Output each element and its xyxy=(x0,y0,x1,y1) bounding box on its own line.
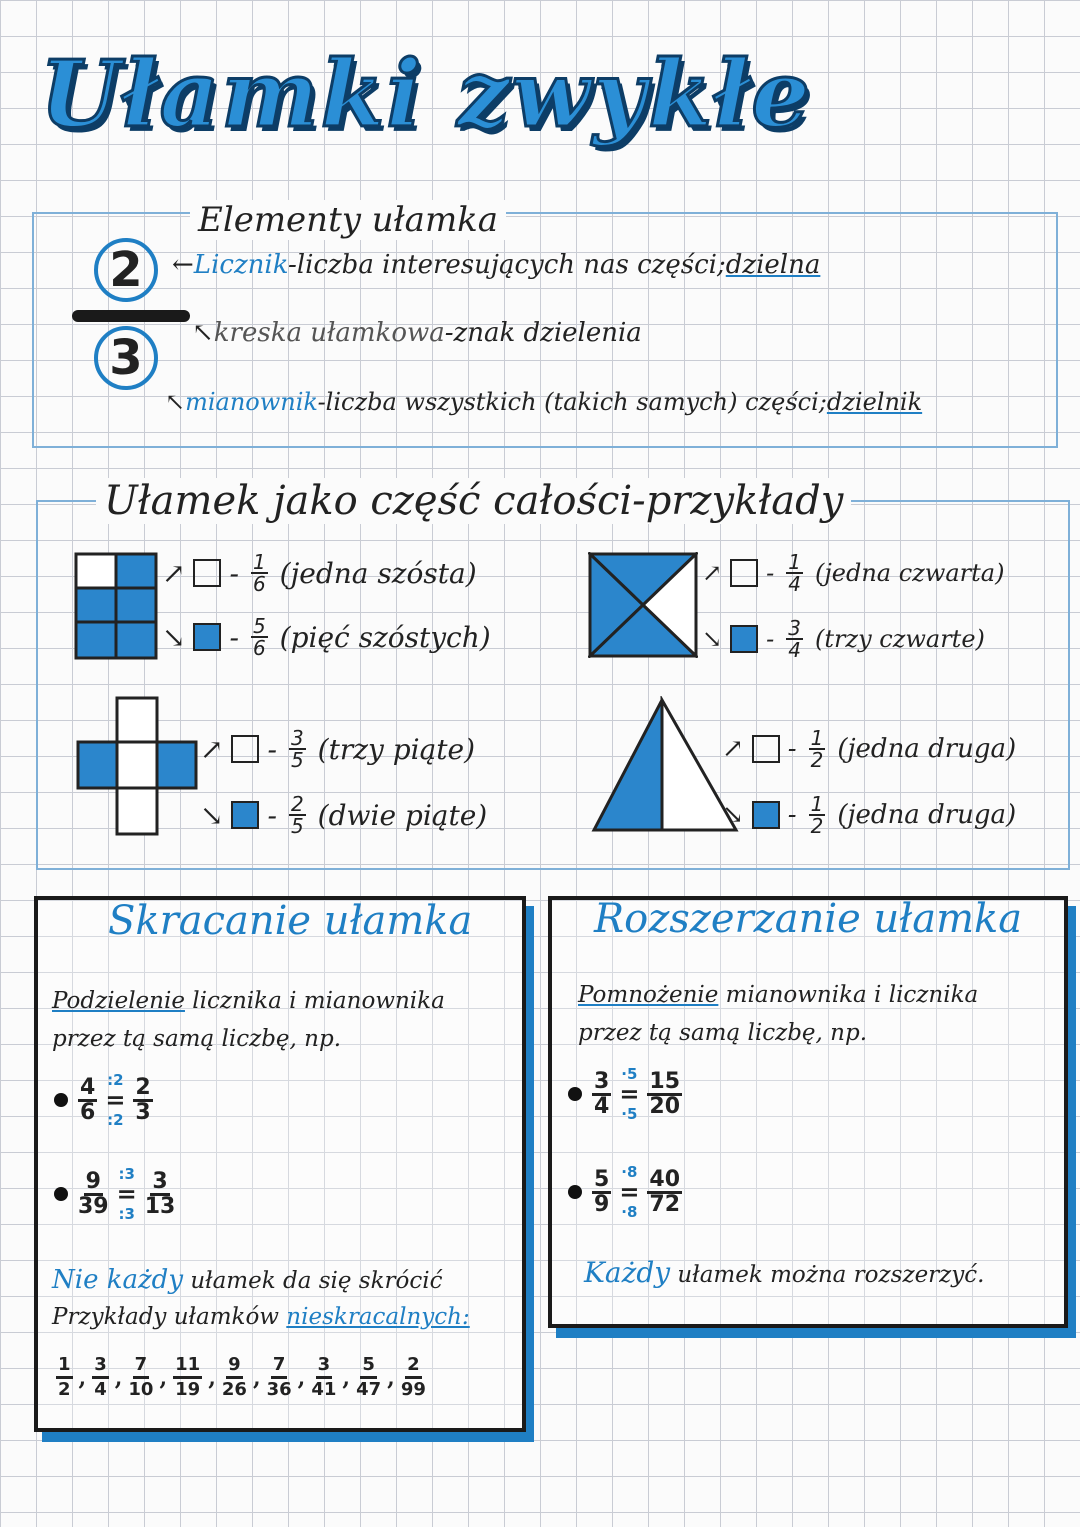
example-2 xyxy=(702,552,1004,660)
licznik-desc: -liczba interesujących nas części; xyxy=(288,250,726,280)
fraction: 5 9 xyxy=(594,1166,610,1217)
arrow-icon: ↘ xyxy=(722,800,744,830)
arrow-icon: ↘ xyxy=(200,798,224,832)
fraction: 3 13 xyxy=(144,1168,176,1219)
irreducible-fraction: 9 26 xyxy=(221,1354,247,1400)
arrow-icon: ↖ xyxy=(165,388,186,416)
fraction-label: (jedna druga) xyxy=(837,734,1017,764)
example-3 xyxy=(200,728,487,836)
empty-square-icon xyxy=(193,559,221,587)
licznik-line xyxy=(172,250,820,280)
shape-square-quarters xyxy=(588,552,698,658)
irreducible-fraction: 3 41 xyxy=(311,1354,337,1400)
bullet-icon xyxy=(568,1087,582,1101)
note-emphasis: nieskracalnych: xyxy=(286,1304,470,1330)
fraction-bar xyxy=(72,310,190,322)
irreducible-fraction: 7 10 xyxy=(128,1354,154,1400)
fraction: $\frac{2}{5}$ xyxy=(290,792,304,838)
fraction: $\frac{1}{2}$ xyxy=(810,792,824,838)
rozszerzanie-desc xyxy=(578,976,978,1052)
irreducible-fraction: 11 19 xyxy=(175,1354,201,1400)
licznik-extra: dzielna xyxy=(725,250,821,280)
empty-square-icon xyxy=(231,735,259,763)
examples-heading: Ułamek jako część całości-przykłady xyxy=(96,478,851,524)
filled-square-icon xyxy=(752,801,780,829)
fraction-label: (jedna druga) xyxy=(837,800,1017,830)
licznik-term: Licznik xyxy=(193,250,288,280)
arrow-icon: ↗ xyxy=(702,559,723,587)
arrow-icon: ↗ xyxy=(722,734,744,764)
skracanie-desc-text: licznika i mianownika xyxy=(184,988,445,1014)
arrow-icon: ↘ xyxy=(162,620,186,654)
arrow-icon: ↖ xyxy=(192,318,214,348)
shape-grid-sixths xyxy=(74,552,158,660)
fraction: $\frac{3}{4}$ xyxy=(788,616,801,662)
separator: , xyxy=(387,1364,395,1391)
fraction: $\frac{3}{5}$ xyxy=(290,726,304,772)
mianownik-desc: -liczba wszystkich (takich samych) części; xyxy=(317,388,827,416)
operation: :2 = :2 xyxy=(105,1071,126,1129)
irreducible-fraction: 5 47 xyxy=(356,1354,382,1400)
kreska-term: kreska ułamkowa xyxy=(213,318,445,348)
denominator-circle xyxy=(94,326,158,390)
fraction-label: (jedna szósta) xyxy=(279,556,477,590)
example-row: ↗ - $\frac{1}{4}$ (jedna czwarta) xyxy=(702,550,1005,596)
filled-square-icon xyxy=(730,625,758,653)
irreducible-fraction: 3 4 xyxy=(94,1354,107,1400)
fraction: $\frac{1}{2}$ xyxy=(810,726,824,772)
arrow-icon: ↘ xyxy=(702,625,723,653)
fraction: 3 4 xyxy=(594,1068,610,1119)
empty-square-icon xyxy=(752,735,780,763)
fraction-label: (pięć szóstych) xyxy=(279,620,491,654)
kreska-line xyxy=(192,318,642,348)
operation: ·8 = ·8 xyxy=(619,1163,640,1221)
skracanie-section xyxy=(34,896,526,1432)
note-text: Przykłady ułamków xyxy=(52,1304,287,1330)
note-emphasis: Nie każdy xyxy=(52,1265,184,1295)
shape-triangle-halves xyxy=(590,696,740,836)
fraction: 2 3 xyxy=(135,1074,151,1125)
separator: , xyxy=(159,1364,168,1391)
denominator-digit: 3 xyxy=(109,330,143,386)
fraction: 9 39 xyxy=(78,1168,109,1219)
rozszerzanie-note xyxy=(584,1256,984,1289)
irreducible-list xyxy=(56,1354,426,1401)
fraction: 40 72 xyxy=(649,1166,681,1217)
empty-square-icon xyxy=(730,559,758,587)
example-row: ↘ - $\frac{5}{6}$ (pięć szóstych) xyxy=(162,614,491,660)
elements-heading: Elementy ułamka xyxy=(190,200,506,240)
mianownik-term: mianownik xyxy=(185,388,318,416)
operation: ·5 = ·5 xyxy=(619,1065,640,1123)
irreducible-fraction: 2 99 xyxy=(400,1354,426,1400)
skracanie-desc-underlined: Podzielenie xyxy=(52,988,185,1014)
filled-square-icon xyxy=(231,801,259,829)
separator: , xyxy=(114,1364,123,1391)
mianownik-extra: dzielnik xyxy=(826,388,923,416)
kreska-desc: -znak dzielenia xyxy=(444,318,642,348)
rozszerzanie-example-2 xyxy=(568,1164,682,1220)
rozszerzanie-desc-underlined: Pomnożenie xyxy=(578,982,719,1008)
rozszerzanie-desc-line2: przez tą samą liczbę, np. xyxy=(578,1020,868,1046)
bullet-icon xyxy=(568,1185,582,1199)
arrow-icon: ↗ xyxy=(200,732,224,766)
skracanie-note xyxy=(52,1262,470,1335)
separator: , xyxy=(252,1364,261,1391)
example-row: ↘ - $\frac{3}{4}$ (trzy czwarte) xyxy=(702,616,985,662)
rozszerzanie-heading: Rozszerzanie ułamka xyxy=(594,896,1023,942)
page-title: Ułamki zwykłe xyxy=(40,40,812,148)
example-row: ↘ - $\frac{1}{2}$ (jedna druga) xyxy=(722,792,1017,838)
irreducible-fraction: 1 2 xyxy=(58,1354,71,1400)
irreducible-fraction: 7 36 xyxy=(266,1354,292,1400)
fraction: 15 20 xyxy=(649,1068,681,1119)
separator: , xyxy=(78,1364,87,1391)
example-row: ↗ - $\frac{1}{6}$ (jedna szósta) xyxy=(162,550,477,596)
shape-cross-fifths xyxy=(76,696,198,836)
numerator-digit: 2 xyxy=(109,242,143,298)
separator: , xyxy=(208,1364,216,1391)
arrow-icon: ↗ xyxy=(162,556,186,590)
operation: :3 = :3 xyxy=(116,1165,137,1223)
example-row: ↗ - $\frac{1}{2}$ (jedna druga) xyxy=(722,726,1017,772)
fraction: $\frac{1}{4}$ xyxy=(788,550,801,596)
fraction: $\frac{5}{6}$ xyxy=(252,614,266,660)
bullet-icon xyxy=(54,1187,68,1201)
example-row: ↗ - $\frac{3}{5}$ (trzy piąte) xyxy=(200,726,476,772)
note-emphasis: Każdy xyxy=(584,1256,671,1289)
fraction-label: (jedna czwarta) xyxy=(814,559,1005,587)
fraction: 4 6 xyxy=(80,1074,96,1125)
skracanie-example-1 xyxy=(54,1072,153,1128)
filled-square-icon xyxy=(193,623,221,651)
rozszerzanie-desc-text: mianownika i licznika xyxy=(718,982,979,1008)
rozszerzanie-example-1 xyxy=(568,1066,682,1122)
separator: , xyxy=(297,1364,306,1391)
note-text: ułamek można rozszerzyć. xyxy=(670,1262,985,1288)
fraction-label: (dwie piąte) xyxy=(317,798,488,832)
skracanie-example-2 xyxy=(54,1166,175,1222)
skracanie-heading: Skracanie ułamka xyxy=(108,898,473,944)
separator: , xyxy=(342,1364,351,1391)
fraction-label: (trzy piąte) xyxy=(317,732,476,766)
mianownik-line xyxy=(165,388,922,416)
example-4 xyxy=(722,728,1016,836)
numerator-circle xyxy=(94,238,158,302)
skracanie-desc-line2: przez tą samą liczbę, np. xyxy=(52,1026,342,1052)
arrow-icon: ← xyxy=(172,250,194,280)
example-1 xyxy=(162,552,491,658)
bullet-icon xyxy=(54,1093,68,1107)
fraction-label: (trzy czwarte) xyxy=(814,625,985,653)
skracanie-desc xyxy=(52,982,445,1058)
example-row: ↘ - $\frac{2}{5}$ (dwie piąte) xyxy=(200,792,488,838)
note-text: ułamek da się skrócić xyxy=(183,1268,443,1294)
fraction: $\frac{1}{6}$ xyxy=(252,550,266,596)
